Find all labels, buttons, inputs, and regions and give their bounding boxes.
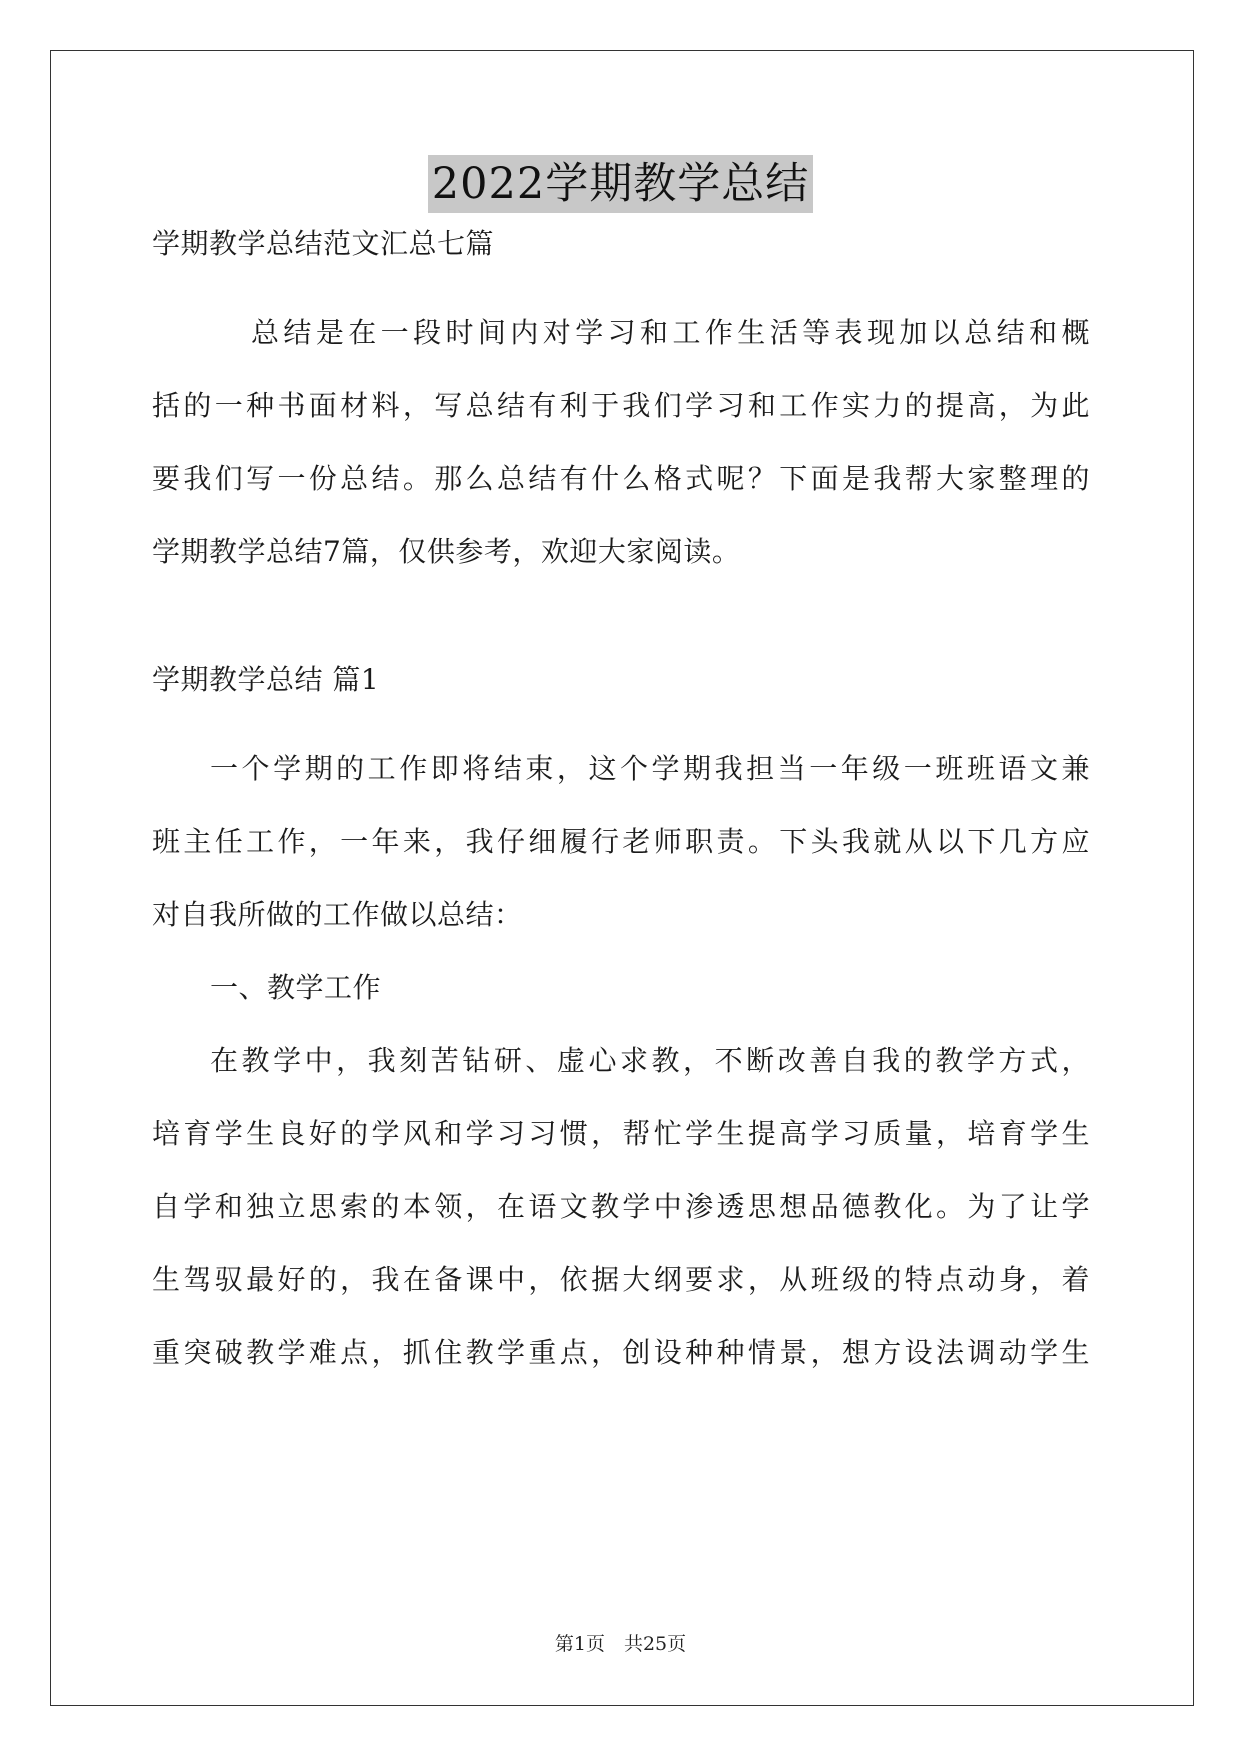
page-border (50, 50, 1194, 1706)
teaching-line-4: 生驾驭最好的，我在备课中，依据大纲要求，从班级的特点动身，着 (152, 1263, 1090, 1296)
teaching-line-2: 培育学生良好的学风和学习习惯，帮忙学生提高学习质量，培育学生 (152, 1117, 1090, 1150)
intro-line-3: 要我们写一份总结。那么总结有什么格式呢？下面是我帮大家整理的 (152, 462, 1090, 495)
body-line-2: 班主任工作，一年来，我仔细履行老师职责。下头我就从以下几方应 (152, 825, 1090, 858)
intro-line-1: 总结是在一段时间内对学习和工作生活等表现加以总结和概 (251, 316, 1090, 349)
section-heading: 学期教学总结 篇1 (152, 663, 380, 696)
subheading-teaching: 一、教学工作 (210, 971, 382, 1004)
teaching-line-5: 重突破教学难点，抓住教学重点，创设种种情景，想方设法调动学生 (152, 1336, 1090, 1369)
page-number-footer: 第1页 共25页 (554, 1633, 687, 1655)
intro-line-4: 学期教学总结7篇，仅供参考，欢迎大家阅读。 (152, 535, 741, 568)
teaching-line-3: 自学和独立思索的本领，在语文教学中渗透思想品德教化。为了让学 (152, 1190, 1090, 1223)
title-container (0, 155, 1241, 213)
document-subtitle: 学期教学总结范文汇总七篇 (152, 227, 495, 260)
intro-line-2: 括的一种书面材料，写总结有利于我们学习和工作实力的提高，为此 (152, 389, 1090, 422)
body-line-1: 一个学期的工作即将结束，这个学期我担当一年级一班班语文兼 (210, 752, 1090, 785)
document-title: 2022学期教学总结 (428, 155, 813, 213)
teaching-line-1: 在教学中，我刻苦钻研、虚心求教，不断改善自我的教学方式， (210, 1044, 1090, 1077)
body-line-3: 对自我所做的工作做以总结： (152, 898, 523, 931)
